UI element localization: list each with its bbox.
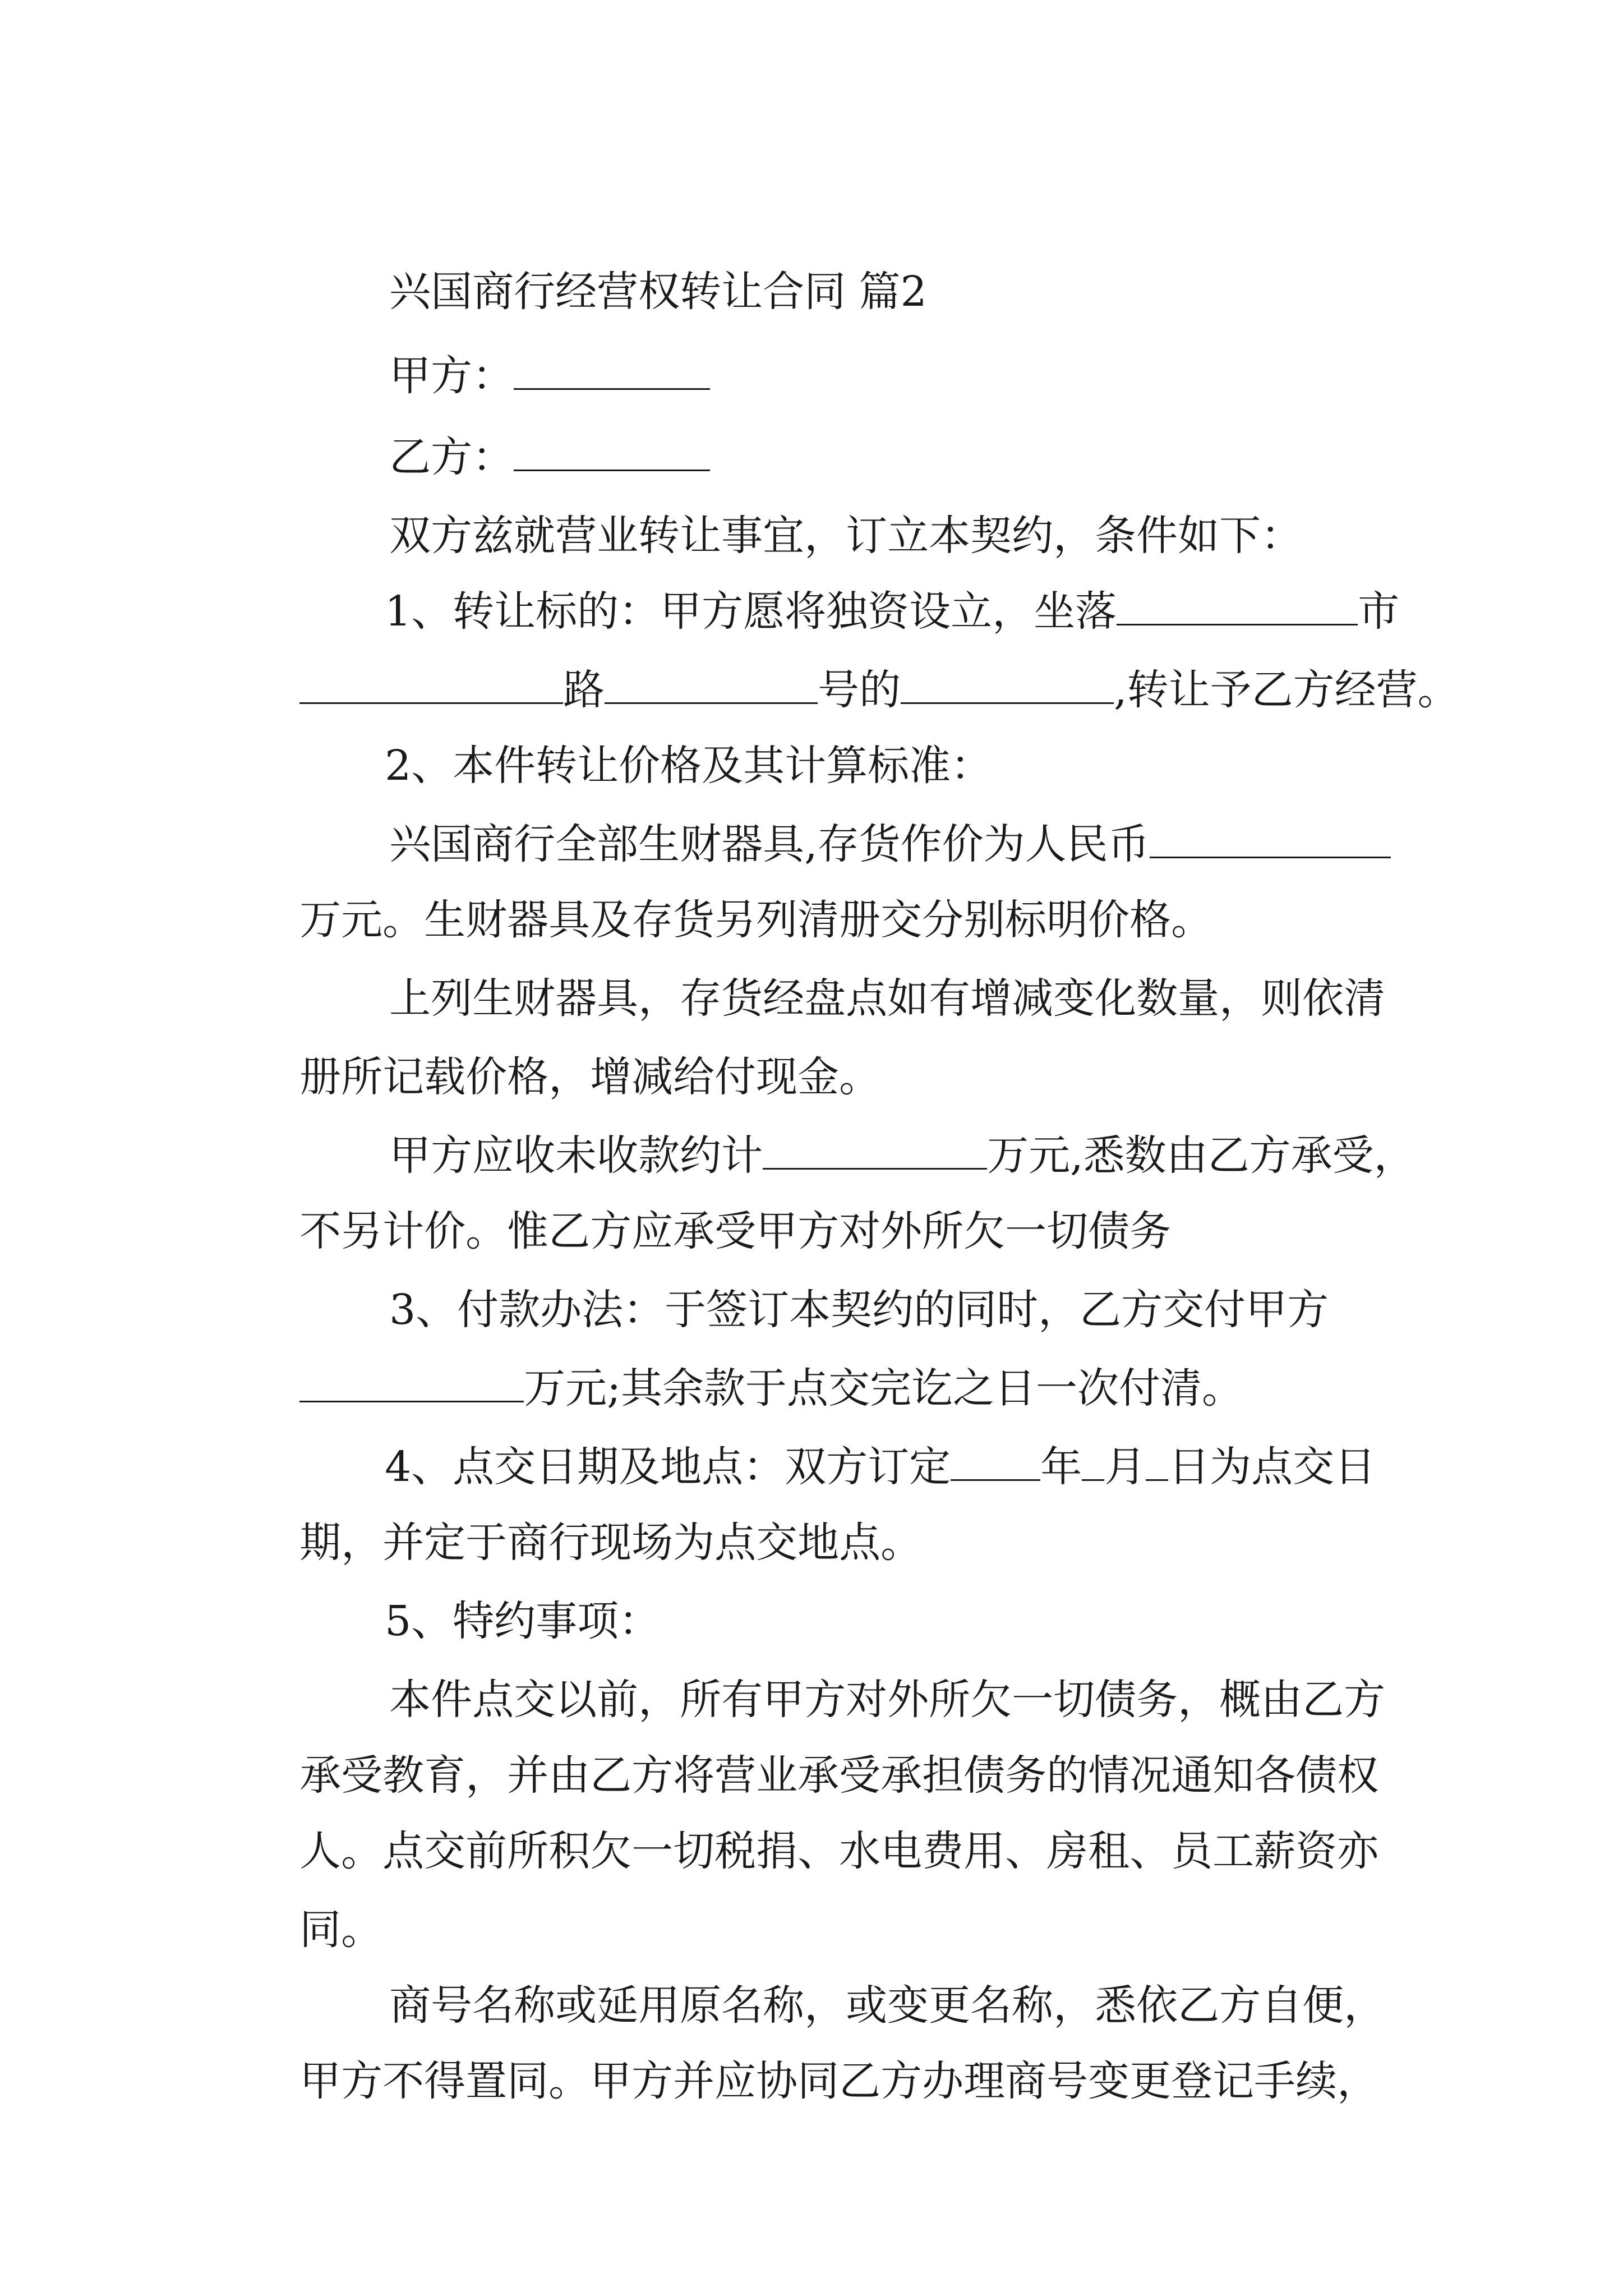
party-b-line: 乙方： (336, 373, 710, 541)
item4-line1: 4、点交日期及地点：双方订定 年 月 日为点交日 (332, 1383, 1376, 1551)
item2-heading: 2、本件转让价格及其计算标准： (385, 742, 993, 790)
item3-line1: 3、付款办法：于签订本契约的同时，乙方交付甲方 (389, 1286, 1329, 1334)
item4-line2: 期，并定于商行现场为点交地点。 (299, 1519, 923, 1567)
blank-field (951, 1439, 1040, 1481)
intro-paragraph: 双方兹就营业转让事宜，订立本契约，条件如下： (389, 512, 1303, 560)
blank-field (1146, 1439, 1168, 1481)
item2-para3-line2: 不另计价。惟乙方应承受甲方对外所欠一切债务 (299, 1207, 1172, 1255)
item5-para2-line2: 甲方不得置同。甲方并应协同乙方办理商号变更登记手续， (299, 2057, 1379, 2105)
blank-field (1082, 1439, 1104, 1481)
item2-para3-line1: 甲方应收未收款约计 万元,悉数由乙方承受， (336, 1071, 1415, 1240)
item5-para1-line3: 人。点交前所积欠一切税捐、水电费用、房租、员工薪资亦 (299, 1827, 1379, 1875)
item1-line2: 路 号的 ,转让予乙方经营。 (247, 606, 1459, 774)
item5-para2-line1: 商号名称或延用原名称，或变更名称，悉依乙方自便， (389, 1981, 1386, 2030)
item1-line1: 1、转让标的：甲方愿将独资设立，坐落 市 (332, 527, 1399, 696)
document-title: 兴国商行经营权转让合同 篇2 (389, 268, 927, 316)
item2-para2-line2: 册所记载价格，增减给付现金。 (299, 1053, 881, 1101)
item2-para2-line1: 上列生财器具，存货经盘点如有增减变化数量，则依清 (389, 974, 1386, 1023)
item5-heading: 5、特约事项： (385, 1597, 661, 1645)
item5-para1-line1: 本件点交以前，所有甲方对外所欠一切债务，概由乙方 (389, 1676, 1386, 1724)
item2-para1-line1: 兴国商行全部生财器具,存货作价为人民币 (336, 760, 1391, 928)
item5-para1-line2: 承受教育，并由乙方将营业承受承担债务的情况通知各债权 (299, 1751, 1379, 1800)
item3-line2: 万元;其余款于点交完讫之日一次付清。 (247, 1304, 1243, 1473)
item2-para1-line2: 万元。生财器具及存货另列清册交分别标明价格。 (299, 896, 1213, 944)
item5-para1-line4: 同。 (299, 1906, 383, 1954)
party-a-line: 甲方： (336, 292, 710, 460)
